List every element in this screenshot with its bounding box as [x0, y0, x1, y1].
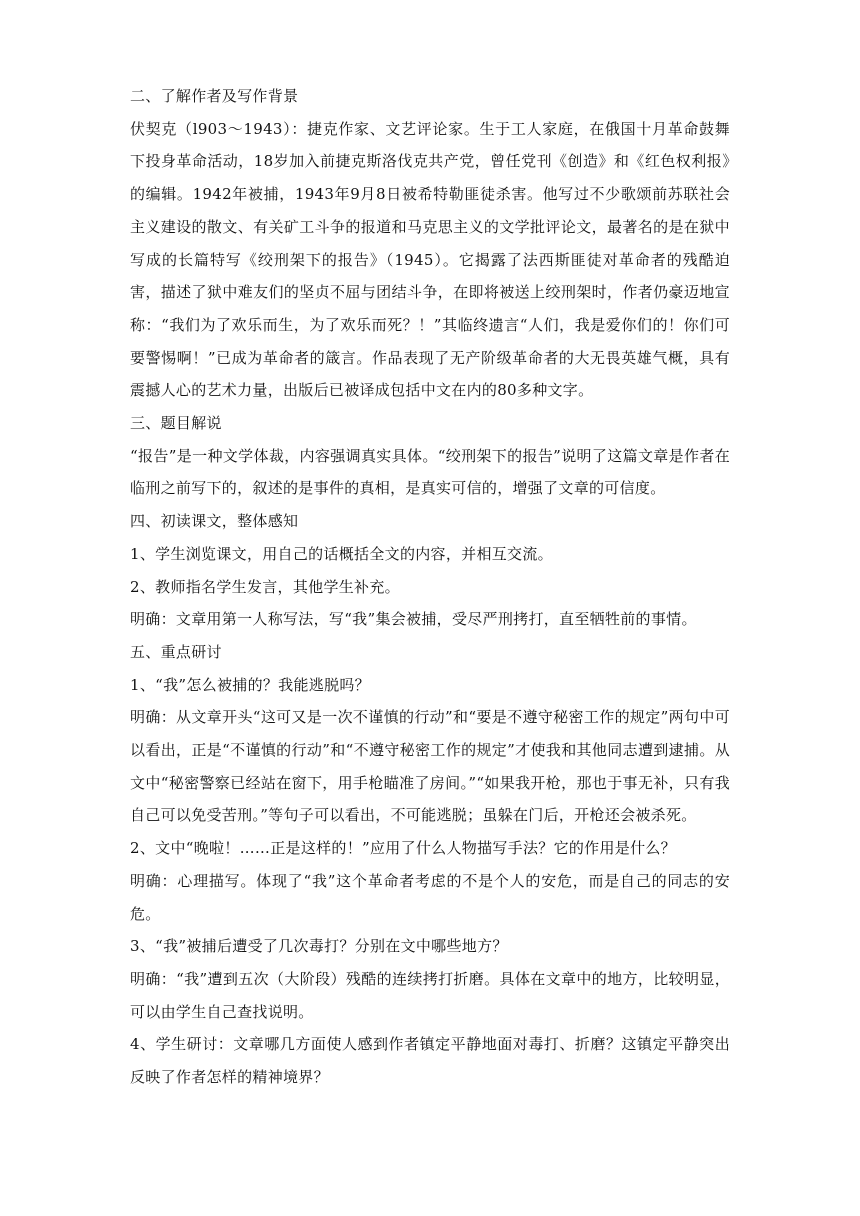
paragraph-author-bio: 伏契克（l903～1943）：捷克作家、文艺评论家。生于工人家庭，在俄国十月革命鼓舞下投身革命活动，18岁加入前捷克斯洛伐克共产党，曾任党刊《创造》和《红色权利报》的编辑。1942年被捕，1943年9月8日被希特勒匪徒杀害。他写过不少歌颂前苏联社会主义建设的散文、有关矿工斗争的报道和马克思主义的文学批评论文，最著名的是在狱中写成的长篇特写《绞刑架下的报告》（1945）。它揭露了法西斯匪徒对革命者的残酷迫害，描述了狱中难友们的坚贞不屈与团结斗争，在即将被送上绞刑架时，作者仍豪迈地宣称：“我们为了欢乐而生，为了欢乐而死？！”其临终遗言“人们，我是爱你们的！你们可要警惕啊！”已成为革命者的箴言。作品表现了无产阶级革命者的大无畏英雄气概，具有震撼人心的艺术力量，出版后已被译成包括中文在内的80多种文字。 [130, 119, 730, 400]
section-heading-title-explanation: 三、题目解说 [130, 414, 222, 433]
answer-2: 明确：心理描写。体现了“我”这个革命者考虑的不是个人的安危，而是自己的同志的安危。 [130, 871, 730, 923]
list-item-step-2: 2、教师指名学生发言，其他学生补充。 [130, 577, 400, 596]
answer-3: 明确：“我”遭到五次（大阶段）残酷的连续拷打折磨。具体在文章中的地方，比较明显，可以由学生自己查找说明。 [130, 969, 730, 1021]
question-3: 3、“我”被捕后遭受了几次毒打？分别在文中哪些地方？ [130, 937, 508, 956]
document-body [130, 80, 730, 1094]
question-2: 2、文中“晚啦！……正是这样的！”应用了什么人物描写手法？它的作用是什么？ [130, 839, 676, 858]
answer-1: 明确：从文章开头“这可又是一次不谨慎的行动”和“要是不遵守秘密工作的规定”两句中可以看出，正是“不谨慎的行动”和“不遵守秘密工作的规定”才使我和其他同志遭到逮捕。从文中“秘密警察已经站在窗下，用手枪瞄准了房间。”“如果我开枪，那也于事无补，只有我自己可以免受苦刑。”等句子可以看出，不可能逃脱；虽躲在门后，开枪还会被杀死。 [130, 708, 730, 825]
paragraph-clarification-summary: 明确：文章用第一人称写法，写“我”集会被捕，受尽严刑拷打，直至牺牲前的事情。 [130, 610, 697, 629]
section-heading-first-reading: 四、初读课文，整体感知 [130, 512, 299, 531]
question-1: 1、“我”怎么被捕的？我能逃脱吗？ [130, 675, 370, 694]
list-item-step-1: 1、学生浏览课文，用自己的话概括全文的内容，并相互交流。 [130, 544, 553, 563]
paragraph-title-explanation: “报告”是一种文学体裁，内容强调真实具体。“绞刑架下的报告”说明了这篇文章是作者在临刑之前写下的，叙述的是事件的真相，是真实可信的，增强了文章的可信度。 [130, 446, 730, 498]
section-heading-author-background: 二、了解作者及写作背景 [130, 87, 299, 105]
question-4: 4、学生研讨：文章哪几方面使人感到作者镇定平静地面对毒打、折磨？这镇定平静突出反映了作者怎样的精神境界？ [130, 1035, 730, 1087]
section-heading-key-discussion: 五、重点研讨 [130, 642, 222, 661]
